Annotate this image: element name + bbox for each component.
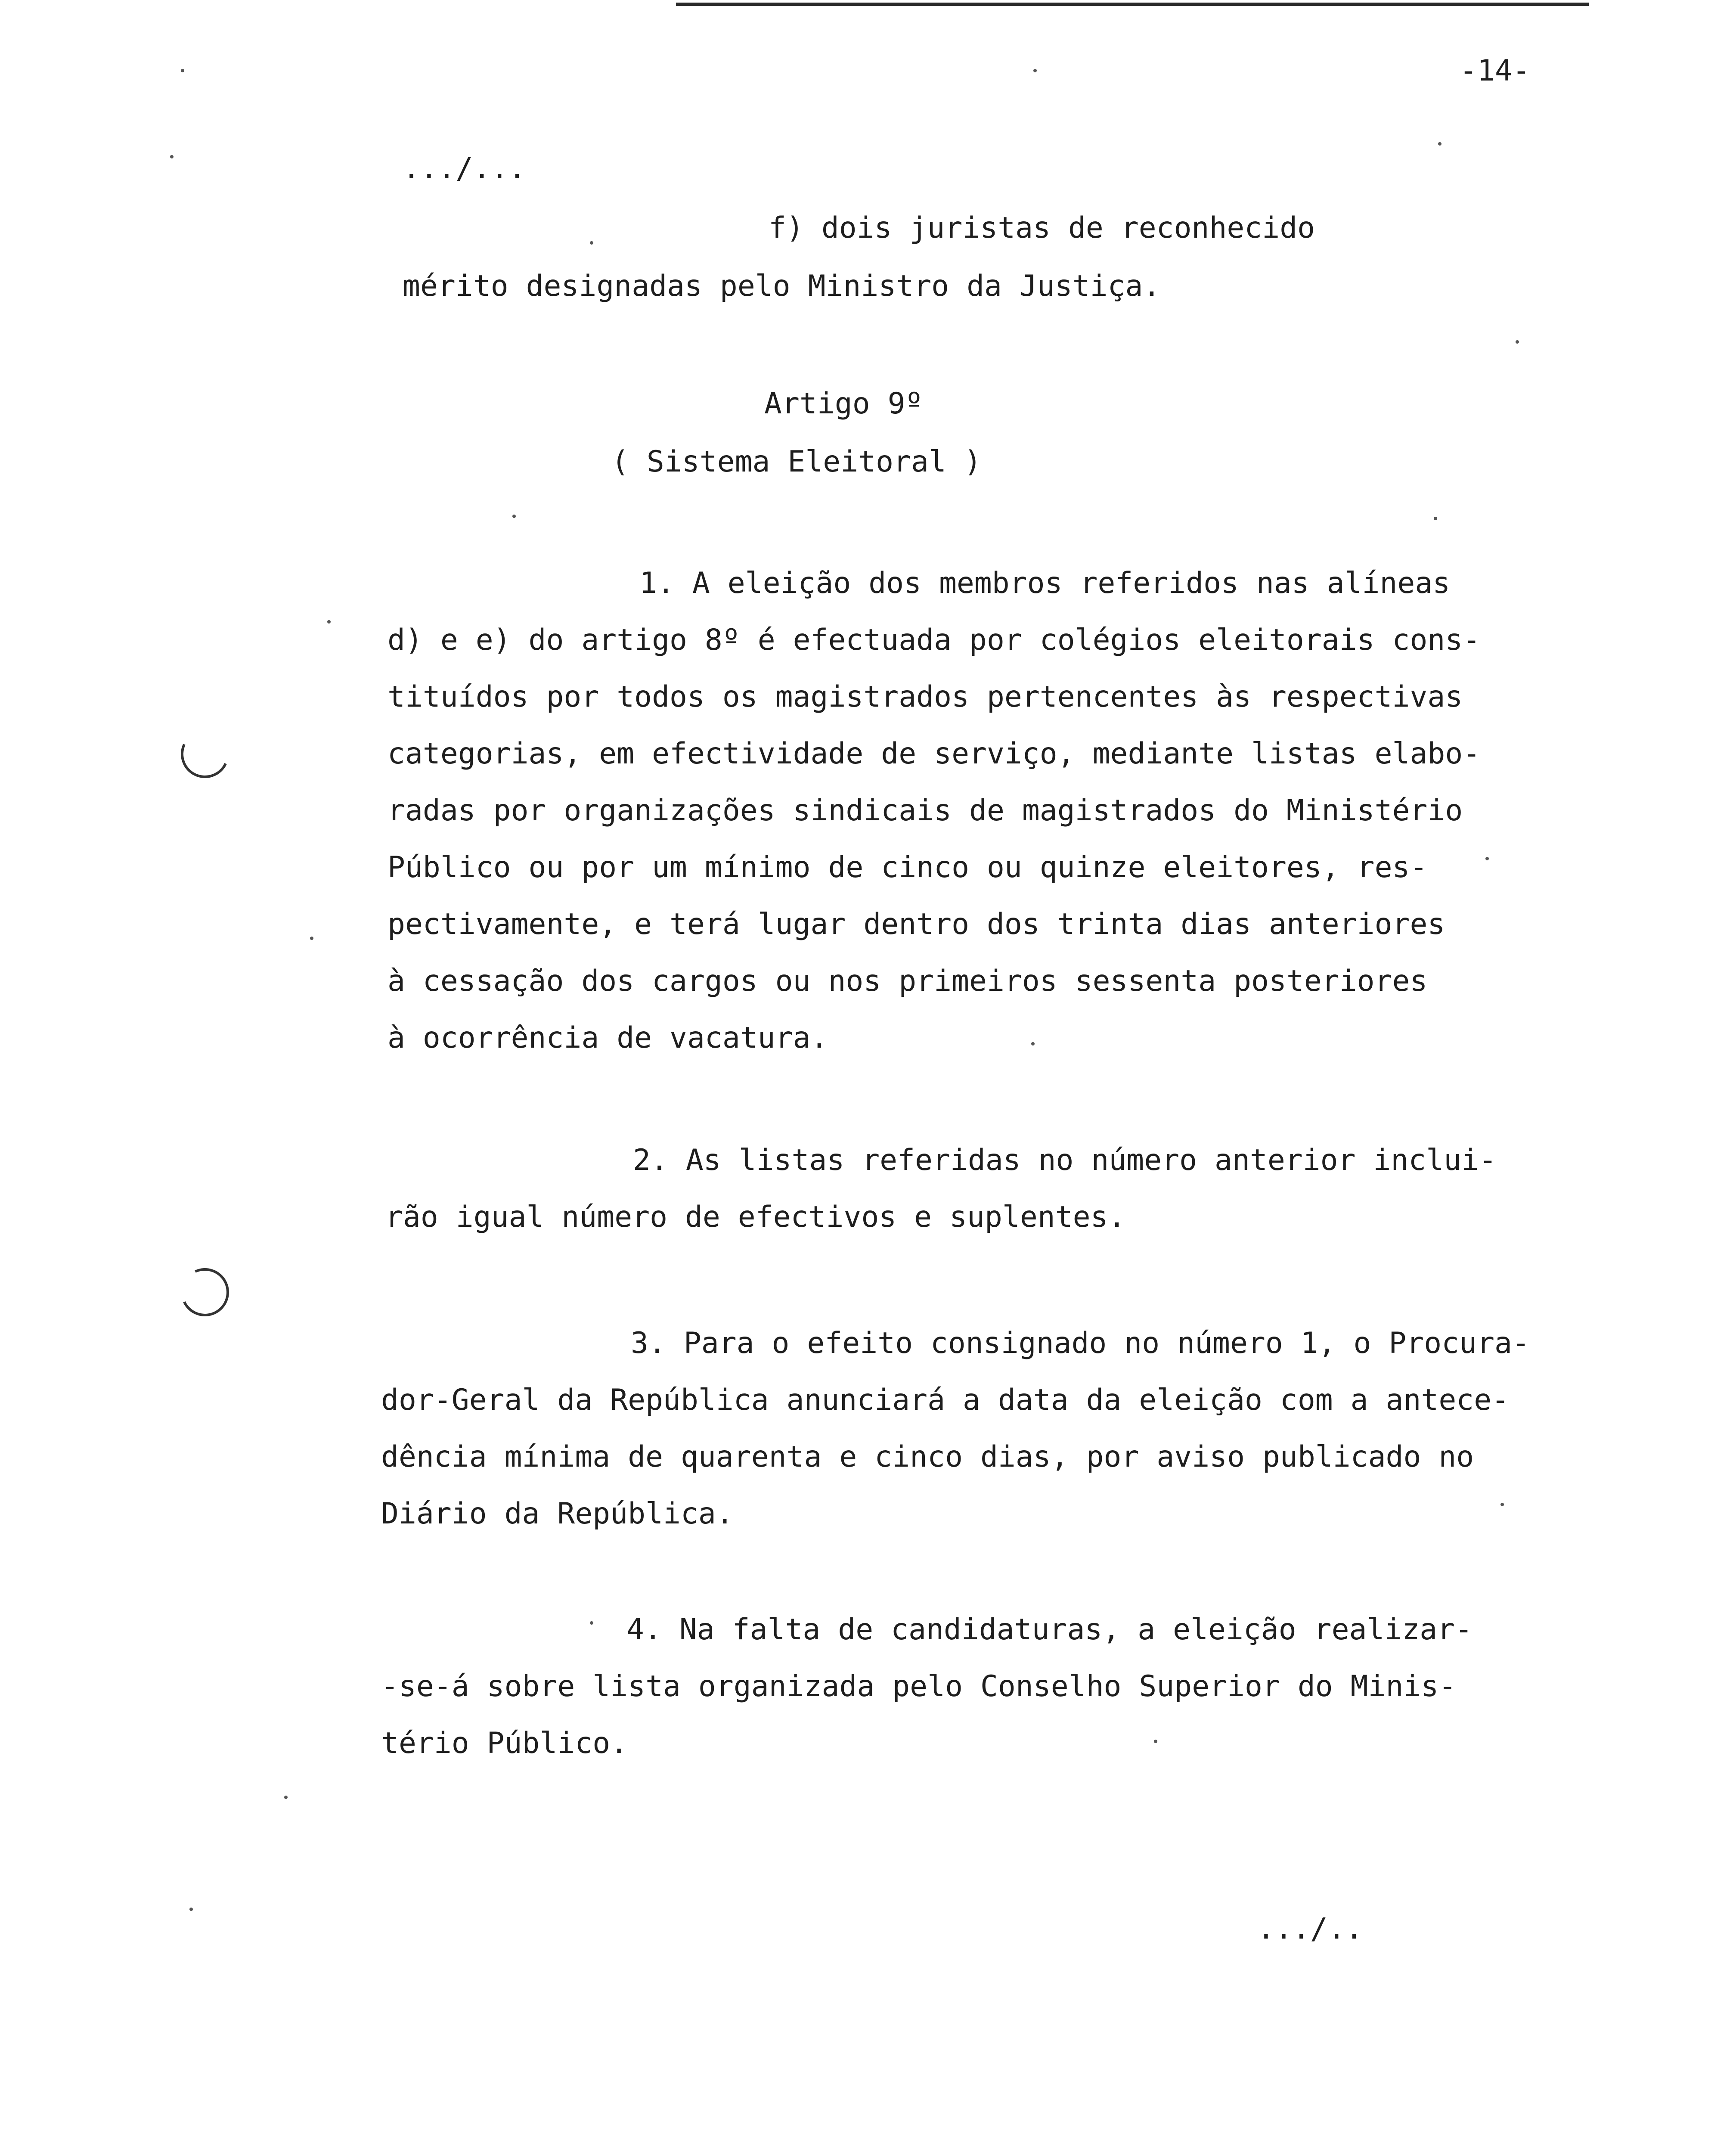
scan-speck: [310, 937, 313, 940]
paragraph-line: à cessação dos cargos ou nos primeiros sessenta posteriores: [388, 964, 1428, 998]
item-f-line-2: mérito designadas pelo Ministro da Justiça.: [403, 269, 1161, 303]
scan-speck: [1434, 517, 1437, 520]
scan-speck: [1031, 1042, 1035, 1045]
scan-speck: [512, 515, 516, 518]
paragraph-line: pectivamente, e terá lugar dentro dos trinta dias anteriores: [388, 907, 1445, 941]
paragraph-4: [381, 1613, 1472, 1761]
scan-speck: [1438, 142, 1442, 146]
scan-speck: [1516, 340, 1519, 344]
scan-speck: [170, 155, 174, 158]
paragraph-line: Público ou por um mínimo de cinco ou quinze eleitores, res-: [388, 850, 1428, 884]
top-rule: [676, 3, 1589, 6]
continuation-marker-bottom: .../..: [1257, 1912, 1363, 1946]
paragraph-line: dência mínima de quarenta e cinco dias, por aviso publicado no: [381, 1440, 1474, 1474]
article-heading: Artigo 9º: [764, 387, 923, 421]
continuation-marker-top: .../...: [403, 152, 526, 186]
paragraph-2: [385, 1143, 1497, 1235]
paragraph-line: d) e e) do artigo 8º é efectuada por colégios eleitorais cons-: [388, 623, 1481, 657]
scan-speck: [590, 1621, 593, 1625]
paragraph-3: [381, 1326, 1530, 1531]
paragraph-line: radas por organizações sindicais de magistrados do Ministério: [388, 794, 1463, 828]
paragraph-line: Diário da República.: [381, 1497, 734, 1531]
page-number: -14-: [1460, 54, 1530, 88]
paragraph-line: -se-á sobre lista organizada pelo Conselho Superior do Minis-: [381, 1669, 1457, 1703]
paragraph-line: 2. As listas referidas no número anterior inclui-: [633, 1143, 1497, 1177]
scan-speck: [189, 1908, 193, 1911]
scan-speck: [1154, 1740, 1157, 1743]
paragraph-line: dor-Geral da República anunciará a data da eleição com a antece-: [381, 1383, 1510, 1417]
paragraph-line: 4. Na falta de candidaturas, a eleição realizar-: [626, 1613, 1473, 1647]
paragraph-line: à ocorrência de vacatura.: [388, 1021, 828, 1055]
binder-hole-mark: [174, 723, 236, 785]
paragraph-line: 1. A eleição dos membros referidos nas alíneas: [639, 566, 1451, 600]
binder-hole-mark: [174, 1261, 236, 1323]
paragraph-line: tério Público.: [381, 1726, 628, 1760]
scan-speck: [327, 620, 331, 624]
paragraph-line: rão igual número de efectivos e suplentes.: [385, 1200, 1126, 1234]
scan-speck: [1033, 69, 1037, 72]
scan-speck: [1485, 857, 1489, 860]
item-f-line-1: f) dois juristas de reconhecido: [769, 211, 1315, 245]
scan-speck: [284, 1796, 288, 1799]
article-subheading: ( Sistema Eleitoral ): [611, 445, 982, 479]
scan-speck: [1500, 1503, 1504, 1506]
paragraph-line: tituídos por todos os magistrados pertencentes às respectivas: [388, 680, 1463, 714]
paragraph-line: categorias, em efectividade de serviço, mediante listas elabo-: [388, 737, 1481, 771]
paragraph-line: 3. Para o efeito consignado no número 1, o Procura-: [631, 1326, 1530, 1360]
paragraph-1: [388, 566, 1480, 1055]
scan-speck: [181, 69, 184, 72]
scan-speck: [590, 241, 593, 245]
